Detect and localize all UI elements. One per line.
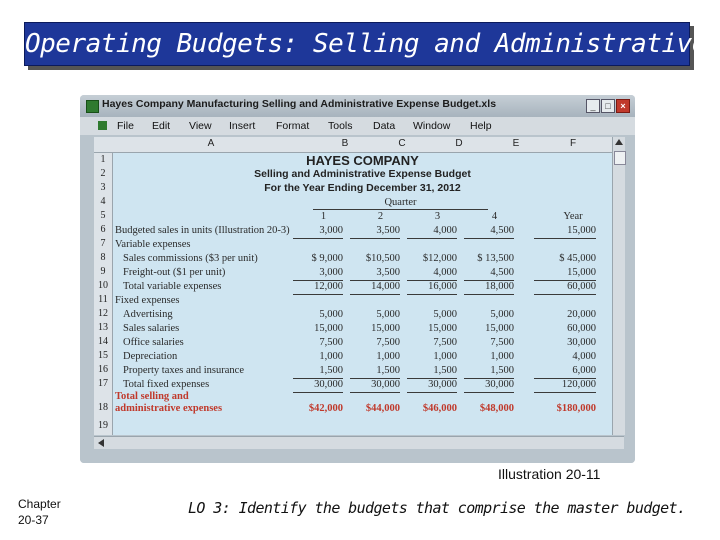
row-value: 1,000 xyxy=(490,351,514,362)
row-label: Total variable expenses xyxy=(123,281,222,292)
row-value: 5,000 xyxy=(319,309,343,320)
budget-period: For the Year Ending December 31, 2012 xyxy=(264,182,461,194)
column-header-c[interactable]: C xyxy=(398,138,406,149)
row-value: 1,000 xyxy=(433,351,457,362)
row-value: 120,000 xyxy=(534,378,596,393)
quarter-header: 2 xyxy=(377,211,384,222)
row-value: 15,000 xyxy=(428,323,457,334)
row-value: 7,500 xyxy=(319,337,343,348)
excel-icon xyxy=(86,100,99,113)
quarter-header-row xyxy=(113,210,612,224)
horizontal-scrollbar[interactable] xyxy=(94,436,624,449)
menu-help[interactable]: Help xyxy=(470,120,492,132)
row-number[interactable]: 12 xyxy=(98,308,108,319)
window-titlebar xyxy=(80,95,635,117)
table-row xyxy=(113,294,612,308)
row-number[interactable]: 17 xyxy=(98,378,108,389)
row-value: $12,000 xyxy=(422,253,457,264)
total-value: $44,000 xyxy=(365,403,400,414)
table-row xyxy=(113,336,612,350)
close-icon[interactable]: × xyxy=(616,99,630,113)
row-value: 15,000 xyxy=(371,323,400,334)
column-header-a[interactable]: A xyxy=(207,138,215,149)
title-box xyxy=(24,22,707,66)
row-value: 1,500 xyxy=(407,364,457,379)
row-value: 60,000 xyxy=(567,323,596,334)
row-label: Advertising xyxy=(123,309,173,320)
row-label: Sales salaries xyxy=(123,323,180,334)
chapter-label xyxy=(18,496,61,528)
scroll-thumb[interactable] xyxy=(614,151,626,165)
row-value: 4,000 xyxy=(407,224,457,239)
chapter-text: Chapter xyxy=(18,497,61,511)
table-row xyxy=(113,280,612,294)
row-value: 1,500 xyxy=(350,364,400,379)
menu-view[interactable]: View xyxy=(189,120,212,132)
column-header-b[interactable]: B xyxy=(341,138,349,149)
table-row xyxy=(113,252,612,266)
menu-file[interactable]: File xyxy=(117,120,134,132)
row-number[interactable]: 14 xyxy=(98,336,108,347)
row-number[interactable]: 16 xyxy=(98,364,108,375)
document-icon xyxy=(98,121,107,130)
table-row xyxy=(113,350,612,364)
total-row xyxy=(113,392,612,420)
menu-bar xyxy=(80,117,635,135)
row-value: 15,000 xyxy=(314,323,343,334)
window-bottom xyxy=(80,449,635,463)
row-value: 16,000 xyxy=(407,280,457,295)
menu-window[interactable]: Window xyxy=(413,120,451,132)
row-label: Office salaries xyxy=(123,337,184,348)
row-value: 4,000 xyxy=(572,351,596,362)
row-value: 1,000 xyxy=(319,351,343,362)
scroll-up-icon[interactable] xyxy=(615,139,623,145)
row-number[interactable]: 8 xyxy=(100,252,106,263)
row-label: Fixed expenses xyxy=(115,295,180,306)
learning-objective: LO 3: Identify the budgets that comprise the master budget. xyxy=(188,499,686,517)
row-value: 30,000 xyxy=(567,337,596,348)
row-value: 4,500 xyxy=(464,224,514,239)
menu-tools[interactable]: Tools xyxy=(328,120,353,132)
quarter-label: Quarter xyxy=(313,196,488,210)
row-label: Depreciation xyxy=(123,351,178,362)
table-row xyxy=(113,364,612,378)
budget-subtitle: Selling and Administrative Expense Budget xyxy=(254,168,471,180)
row-value: 4,500 xyxy=(464,266,514,281)
row-value: 30,000 xyxy=(464,378,514,393)
slide-title-banner xyxy=(24,22,707,66)
spreadsheet-window xyxy=(80,95,635,463)
total-value: $46,000 xyxy=(422,403,457,414)
table-row xyxy=(113,266,612,280)
spreadsheet-grid[interactable] xyxy=(113,153,612,435)
row-value: 15,000 xyxy=(485,323,514,334)
row-value: $ 13,500 xyxy=(477,253,514,264)
row-value: 12,000 xyxy=(293,280,343,295)
row-value: 7,500 xyxy=(376,337,400,348)
total-value: $42,000 xyxy=(308,403,343,414)
menu-insert[interactable]: Insert xyxy=(229,120,256,132)
quarter-header: 1 xyxy=(320,211,327,222)
row-number[interactable]: 10 xyxy=(98,280,108,291)
vertical-scrollbar[interactable] xyxy=(612,137,625,435)
column-header-d[interactable]: D xyxy=(455,138,463,149)
year-header: Year xyxy=(563,211,583,222)
row-number[interactable]: 2 xyxy=(100,168,106,179)
menu-edit[interactable]: Edit xyxy=(152,120,171,132)
row-number[interactable]: 18 xyxy=(98,402,108,413)
row-value: 5,000 xyxy=(376,309,400,320)
row-value: 60,000 xyxy=(534,280,596,295)
row-label: Total fixed expenses xyxy=(123,379,210,390)
row-value: 5,000 xyxy=(490,309,514,320)
menu-data[interactable]: Data xyxy=(373,120,396,132)
chapter-page: 20-37 xyxy=(18,513,49,527)
row-value: 15,000 xyxy=(534,224,596,239)
row-value: 20,000 xyxy=(567,309,596,320)
row-value: 6,000 xyxy=(534,364,596,379)
menu-format[interactable]: Format xyxy=(276,120,310,132)
total-label-line1: Total selling and xyxy=(115,391,189,402)
row-label: Budgeted sales in units (Illustration 20-3) xyxy=(115,225,290,236)
row-value: $ 45,000 xyxy=(559,253,596,264)
table-row xyxy=(113,238,612,252)
row-number[interactable]: 7 xyxy=(100,238,106,249)
row-value: 7,500 xyxy=(433,337,457,348)
total-label-line2: administrative expenses xyxy=(115,403,223,414)
row-value: 5,000 xyxy=(433,309,457,320)
row-headers xyxy=(94,153,113,435)
row-label: Sales commissions ($3 per unit) xyxy=(123,253,258,264)
slide-title: Operating Budgets: Selling and Administrative xyxy=(25,29,707,59)
scroll-left-icon[interactable] xyxy=(98,439,104,447)
row-label: Freight-out ($1 per unit) xyxy=(123,267,226,278)
row-value: 3,500 xyxy=(350,266,400,281)
column-header-f[interactable]: F xyxy=(569,138,577,149)
row-number[interactable]: 19 xyxy=(98,420,108,431)
table-row xyxy=(113,224,612,238)
row-value: 15,000 xyxy=(534,266,596,281)
column-headers xyxy=(94,137,612,153)
total-value: $48,000 xyxy=(479,403,514,414)
row-number[interactable]: 1 xyxy=(100,154,106,165)
row-number[interactable]: 6 xyxy=(100,224,106,235)
column-header-e[interactable]: E xyxy=(512,138,520,149)
total-value: $180,000 xyxy=(556,403,596,414)
row-number[interactable]: 4 xyxy=(100,196,106,207)
quarter-header: 3 xyxy=(434,211,441,222)
row-value: 4,000 xyxy=(407,266,457,281)
row-number[interactable]: 9 xyxy=(100,266,106,277)
row-value: 14,000 xyxy=(350,280,400,295)
row-value: 30,000 xyxy=(293,378,343,393)
company-name: HAYES COMPANY xyxy=(306,153,419,168)
row-value: 1,500 xyxy=(293,364,343,379)
row-value: 3,000 xyxy=(293,224,343,239)
illustration-caption: Illustration 20-11 xyxy=(498,466,601,482)
row-number[interactable]: 15 xyxy=(98,350,108,361)
row-number[interactable]: 5 xyxy=(100,210,106,221)
row-value: $ 9,000 xyxy=(311,253,343,264)
row-value: 30,000 xyxy=(350,378,400,393)
row-value: 30,000 xyxy=(407,378,457,393)
minimize-icon[interactable]: _ xyxy=(586,99,600,113)
row-number[interactable]: 3 xyxy=(100,182,106,193)
maximize-icon[interactable]: □ xyxy=(601,99,615,113)
row-label: Property taxes and insurance xyxy=(123,365,245,376)
window-title: Hayes Company Manufacturing Selling and Administrative Expense Budget.xls xyxy=(102,98,497,110)
row-value: 1,000 xyxy=(376,351,400,362)
table-row xyxy=(113,308,612,322)
row-value: $10,500 xyxy=(365,253,400,264)
row-value: 1,500 xyxy=(464,364,514,379)
row-number[interactable]: 13 xyxy=(98,322,108,333)
row-value: 18,000 xyxy=(464,280,514,295)
row-value: 3,000 xyxy=(293,266,343,281)
row-value: 7,500 xyxy=(490,337,514,348)
quarter-header: 4 xyxy=(491,211,498,222)
table-row xyxy=(113,322,612,336)
row-label: Variable expenses xyxy=(115,239,191,250)
row-value: 3,500 xyxy=(350,224,400,239)
row-number[interactable]: 11 xyxy=(98,294,108,305)
